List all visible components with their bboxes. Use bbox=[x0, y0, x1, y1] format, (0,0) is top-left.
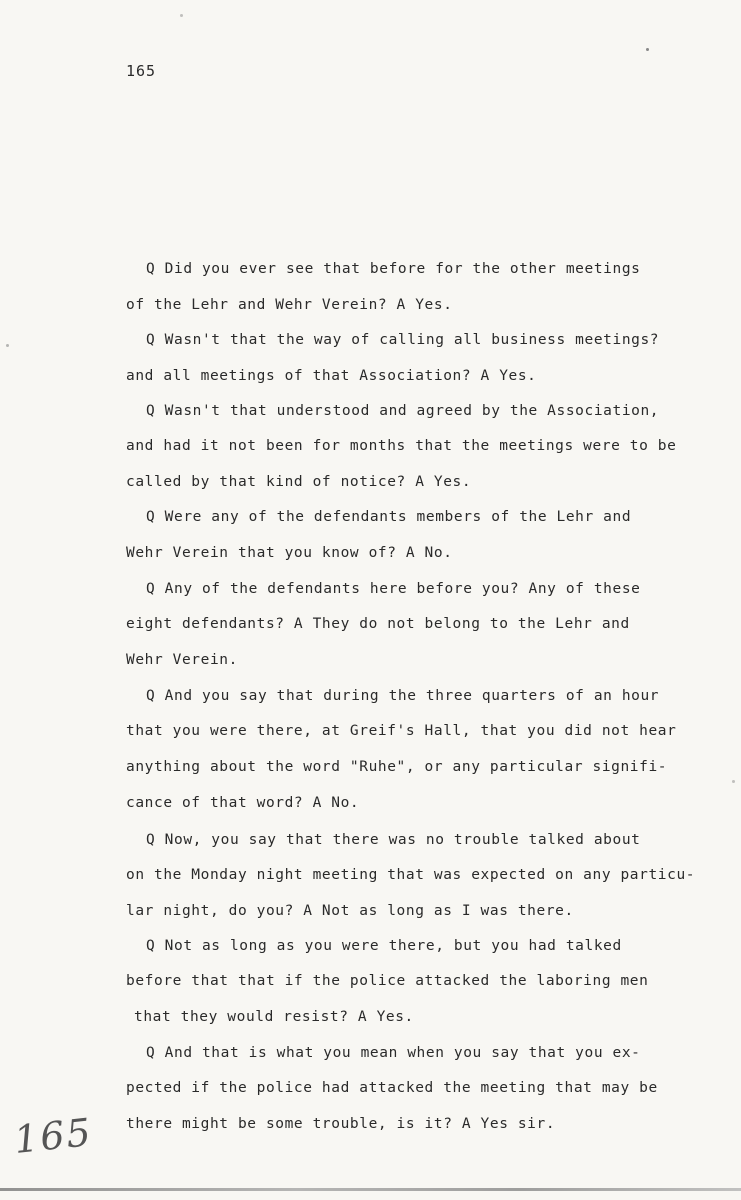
scan-speck bbox=[180, 14, 183, 17]
text-line: Q Wasn't that understood and agreed by the Association, bbox=[146, 403, 660, 419]
text-line: and all meetings of that Association? A Yes. bbox=[126, 368, 537, 384]
text-line: Q Not as long as you were there, but you had talked bbox=[146, 938, 622, 954]
handwritten-page-number: 165 bbox=[11, 1110, 95, 1162]
text-line: of the Lehr and Wehr Verein? A Yes. bbox=[126, 297, 453, 313]
scan-speck bbox=[646, 48, 649, 51]
scan-speck bbox=[732, 780, 735, 783]
text-line: lar night, do you? A Not as long as I was there. bbox=[126, 903, 574, 919]
text-line: Q And you say that during the three quarters of an hour bbox=[146, 688, 660, 704]
text-line: there might be some trouble, is it? A Yes sir. bbox=[126, 1116, 556, 1132]
text-line: pected if the police had attacked the meeting that may be bbox=[126, 1080, 658, 1096]
text-line: called by that kind of notice? A Yes. bbox=[126, 474, 472, 490]
text-line: Q Were any of the defendants members of the Lehr and bbox=[146, 509, 632, 525]
text-line: Wehr Verein that you know of? A No. bbox=[126, 545, 453, 561]
text-line: Q And that is what you mean when you say that you ex- bbox=[146, 1045, 641, 1061]
text-line: and had it not been for months that the meetings were to be bbox=[126, 438, 677, 454]
text-line: before that that if the police attacked the laboring men bbox=[126, 973, 649, 989]
text-line: that they would resist? A Yes. bbox=[134, 1009, 414, 1025]
text-line: eight defendants? A They do not belong to the Lehr and bbox=[126, 616, 630, 632]
text-line: Q Any of the defendants here before you? Any of these bbox=[146, 581, 641, 597]
text-line: on the Monday night meeting that was expected on any particu- bbox=[126, 867, 696, 883]
text-line: Q Now, you say that there was no trouble talked about bbox=[146, 832, 641, 848]
text-line: Q Wasn't that the way of calling all business meetings? bbox=[146, 332, 660, 348]
page-number: 165 bbox=[126, 62, 157, 80]
scan-edge-rule bbox=[0, 1188, 741, 1191]
text-line: cance of that word? A No. bbox=[126, 795, 360, 811]
text-line: anything about the word "Ruhe", or any particular signifi- bbox=[126, 759, 668, 775]
text-line: that you were there, at Greif's Hall, that you did not hear bbox=[126, 723, 677, 739]
scan-speck bbox=[6, 344, 9, 347]
text-line: Q Did you ever see that before for the other meetings bbox=[146, 261, 641, 277]
text-line: Wehr Verein. bbox=[126, 652, 238, 668]
